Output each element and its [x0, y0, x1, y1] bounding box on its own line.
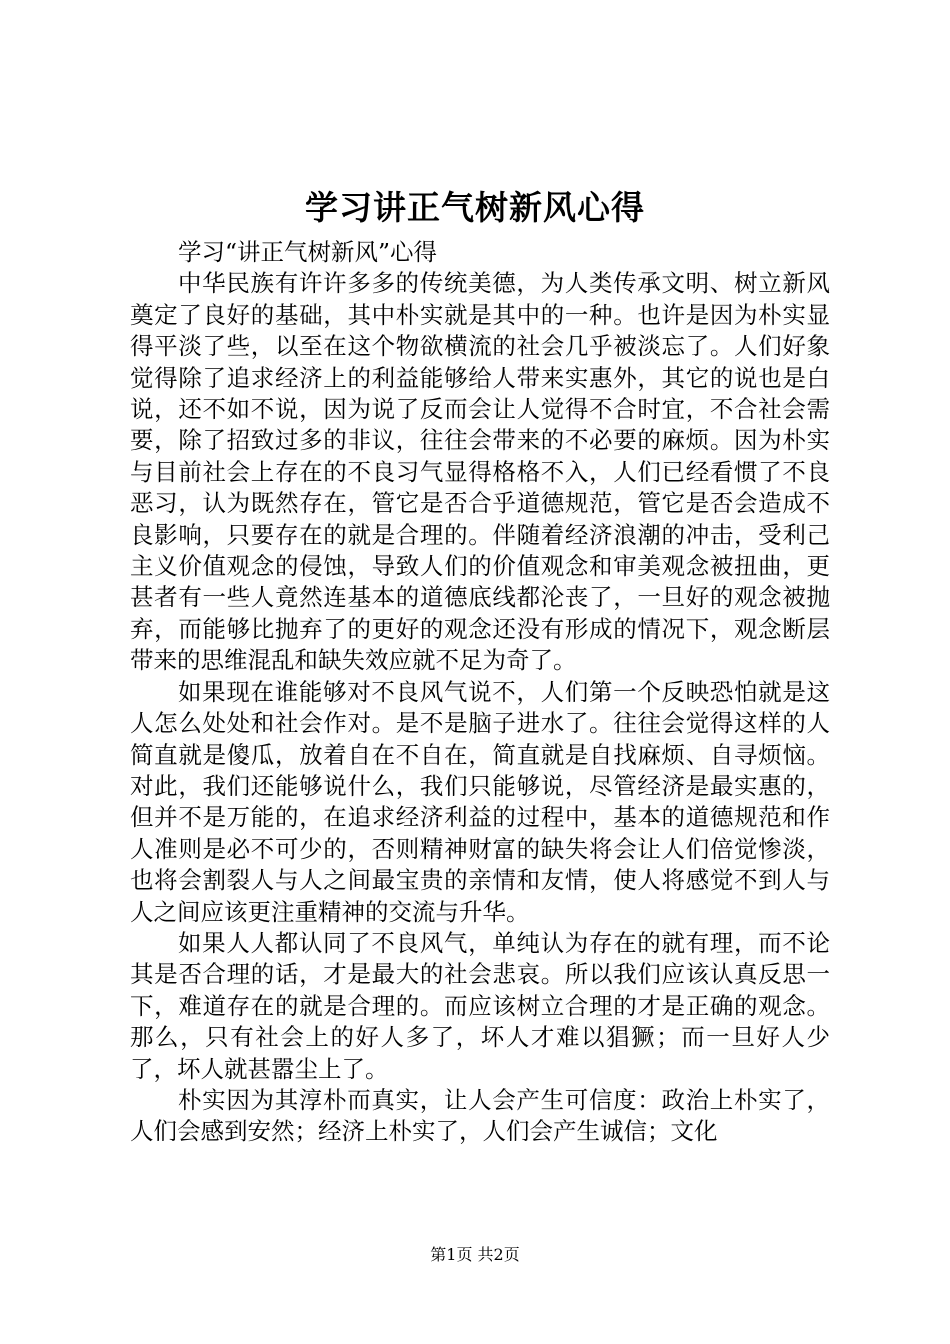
page-number-footer: 第1页 共2页 — [430, 1245, 520, 1264]
document-subtitle: 学习“讲正气树新风”心得 — [178, 238, 438, 266]
document-title: 学习讲正气树新风心得 — [305, 188, 645, 227]
document-body — [130, 237, 830, 1148]
paragraph-1: 中华民族有许许多多的传统美德，为人类传承文明、树立新风奠定了良好的基础，其中朴实就是其中的一种。也许是因为朴实显得平淡了些，以至在这个物欲横流的社会几乎被淡忘了。人们好象觉得除了追求经济上的利益能够给人带来实惠外，其它的说也是白说，还不如不说，因为说了反而会让人觉得不合时宜，不合社会需要，除了招致过多的非议，往往会带来的不必要的麻烦。因为朴实与目前社会上存在的不良习气显得格格不入，人们已经看惯了不良恶习，认为既然存在，管它是否合乎道德规范，管它是否会造成不良影响，只要存在的就是合理的。伴随着经济浪潮的冲击，受利己主义价值观念的侵蚀，导致人们的价值观念和审美观念被扭曲，更甚者有一些人竟然连基本的道德底线都沦丧了，一旦好的观念被抛弃，而能够比抛弃了的更好的观念还没有形成的情况下，观念断层带来的思维混乱和缺失效应就不足为奇了。 — [130, 269, 830, 675]
paragraph-4: 朴实因为其淳朴而真实，让人会产生可信度：政治上朴实了，人们会感到安然；经济上朴实了，人们会产生诚信；文化 — [130, 1085, 830, 1146]
paragraph-2: 如果现在谁能够对不良风气说不，人们第一个反映恐怕就是这人怎么处处和社会作对。是不是脑子进水了。往往会觉得这样的人简直就是傻瓜，放着自在不自在，简直就是自找麻烦、自寻烦恼。对此，我们还能够说什么，我们只能够说，尽管经济是最实惠的，但并不是万能的，在追求经济利益的过程中，基本的道德规范和作人准则是必不可少的，否则精神财富的缺失将会让人们倍觉惨淡，也将会割裂人与人之间最宝贵的亲情和友情，使人将感觉不到人与人之间应该更注重精神的交流与升华。 — [130, 677, 830, 926]
paragraph-3: 如果人人都认同了不良风气，单纯认为存在的就有理，而不论其是否合理的话，才是最大的社会悲哀。所以我们应该认真反思一下，难道存在的就是合理的。而应该树立合理的才是正确的观念。那么，只有社会上的好人多了，坏人才难以猖獗；而一旦好人少了，坏人就甚嚣尘上了。 — [130, 928, 830, 1083]
